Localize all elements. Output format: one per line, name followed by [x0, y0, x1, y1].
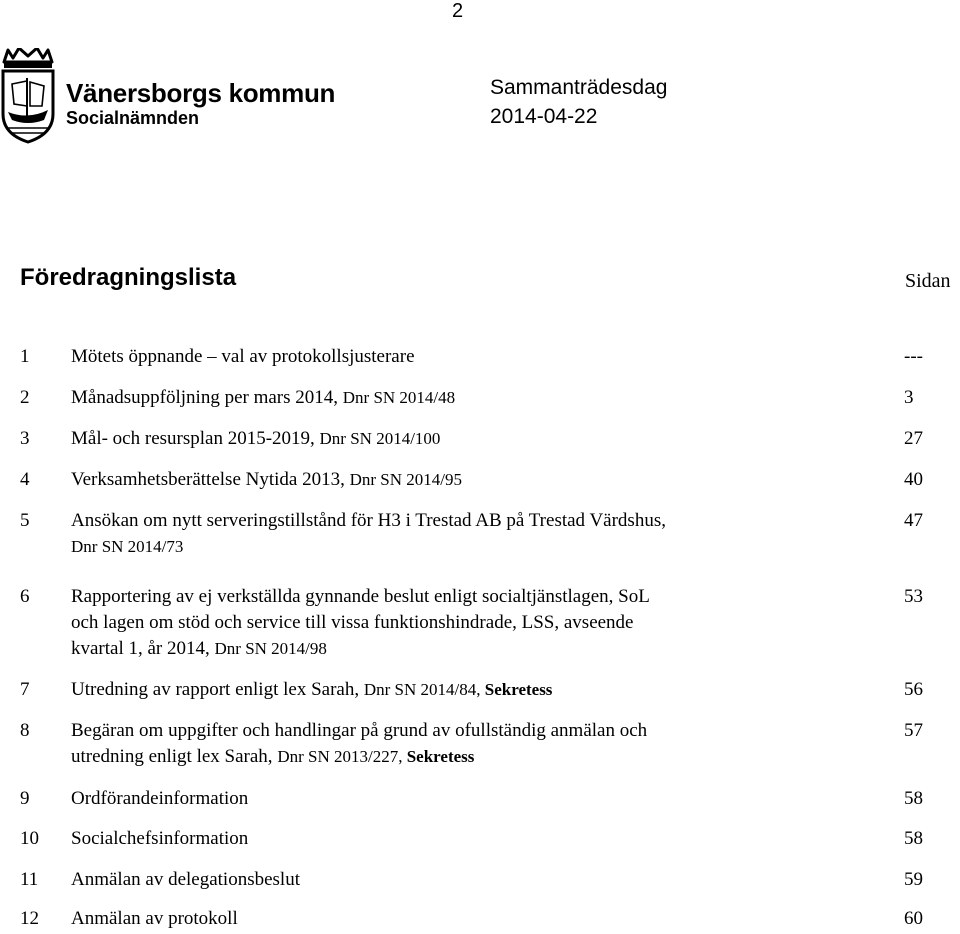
item-dnr: Dnr SN 2014/73	[71, 537, 184, 556]
item-text	[71, 508, 871, 560]
logo	[0, 48, 340, 148]
item-number: 7	[20, 679, 30, 700]
item-page: ---	[904, 346, 923, 367]
item-text	[71, 344, 871, 370]
item-title: Mål- och resursplan 2015-2019,	[71, 428, 320, 449]
item-number: 8	[20, 720, 30, 741]
organization-name: Vänersborgs kommun	[66, 78, 336, 108]
item-title: Mötets öppnande – val av protokollsjusterare	[71, 346, 415, 367]
item-title-line: utredning enligt lex Sarah,	[71, 746, 278, 767]
item-text	[71, 584, 871, 662]
item-title-line: och lagen om stöd och service till vissa funktionshindrade, LSS, avseende	[71, 612, 634, 633]
item-page: 53	[904, 586, 923, 607]
item-dnr: Dnr SN 2014/84,	[363, 680, 485, 699]
item-dnr: Dnr SN 2013/227,	[277, 747, 407, 766]
item-title: Utredning av rapport enligt lex Sarah,	[71, 679, 364, 700]
item-number: 5	[20, 510, 30, 531]
item-number: 2	[20, 387, 30, 408]
item-number: 12	[20, 908, 39, 929]
agenda-title: Föredragningslista	[20, 264, 237, 291]
item-title-line: Begäran om uppgifter och handlingar på grund av ofullständig anmälan och	[71, 720, 648, 741]
item-text	[71, 826, 871, 852]
item-text	[71, 867, 871, 893]
item-text	[71, 906, 871, 932]
item-number: 4	[20, 469, 30, 490]
item-title: Månadsuppföljning per mars 2014,	[71, 387, 343, 408]
item-number: 10	[20, 828, 39, 849]
item-dnr: Dnr SN 2014/98	[214, 639, 327, 658]
item-text	[71, 786, 871, 812]
meeting-label: Sammanträdesdag	[490, 76, 668, 99]
item-text	[71, 718, 871, 770]
coat-of-arms-icon	[0, 48, 56, 144]
meeting-info	[490, 73, 667, 131]
page-column-header: Sidan	[905, 270, 951, 292]
item-dnr: Dnr SN 2014/95	[349, 470, 462, 489]
item-page: 58	[904, 788, 923, 809]
item-number: 6	[20, 586, 30, 607]
item-page: 60	[904, 908, 923, 929]
item-dnr: Dnr SN 2014/48	[342, 388, 456, 407]
item-page: 47	[904, 510, 923, 531]
meeting-date: 2014-04-22	[490, 105, 598, 128]
item-title: Verksamhetsberättelse Nytida 2013,	[71, 469, 350, 490]
item-page: 56	[904, 679, 923, 700]
item-text	[71, 426, 871, 452]
page-number: 2	[452, 0, 464, 22]
item-text	[71, 467, 871, 493]
item-page: 58	[904, 828, 923, 849]
item-page: 27	[904, 428, 923, 449]
item-number: 1	[20, 346, 30, 367]
item-title: Anmälan av protokoll	[71, 908, 238, 929]
confidential-tag: Sekretess	[406, 747, 475, 766]
item-page: 59	[904, 869, 923, 890]
item-page: 3	[904, 387, 914, 408]
item-number: 3	[20, 428, 30, 449]
item-title-line: Rapportering av ej verkställda gynnande beslut enligt socialtjänstlagen, SoL	[71, 586, 650, 607]
item-page: 40	[904, 469, 923, 490]
item-title-line: Ansökan om nytt serveringstillstånd för H3 i Trestad AB på Trestad Värdshus,	[71, 510, 666, 531]
item-page: 57	[904, 720, 923, 741]
department-name: Socialnämnden	[66, 108, 200, 128]
item-title-line: kvartal 1, år 2014,	[71, 638, 215, 659]
item-title: Ordförandeinformation	[71, 788, 249, 809]
item-number: 9	[20, 788, 30, 809]
item-dnr: Dnr SN 2014/100	[319, 429, 441, 448]
confidential-tag: Sekretess	[484, 680, 553, 699]
item-text	[71, 677, 871, 703]
item-number: 11	[20, 869, 39, 890]
item-text	[71, 385, 871, 411]
item-title: Socialchefsinformation	[71, 828, 249, 849]
item-title: Anmälan av delegationsbeslut	[71, 869, 300, 890]
